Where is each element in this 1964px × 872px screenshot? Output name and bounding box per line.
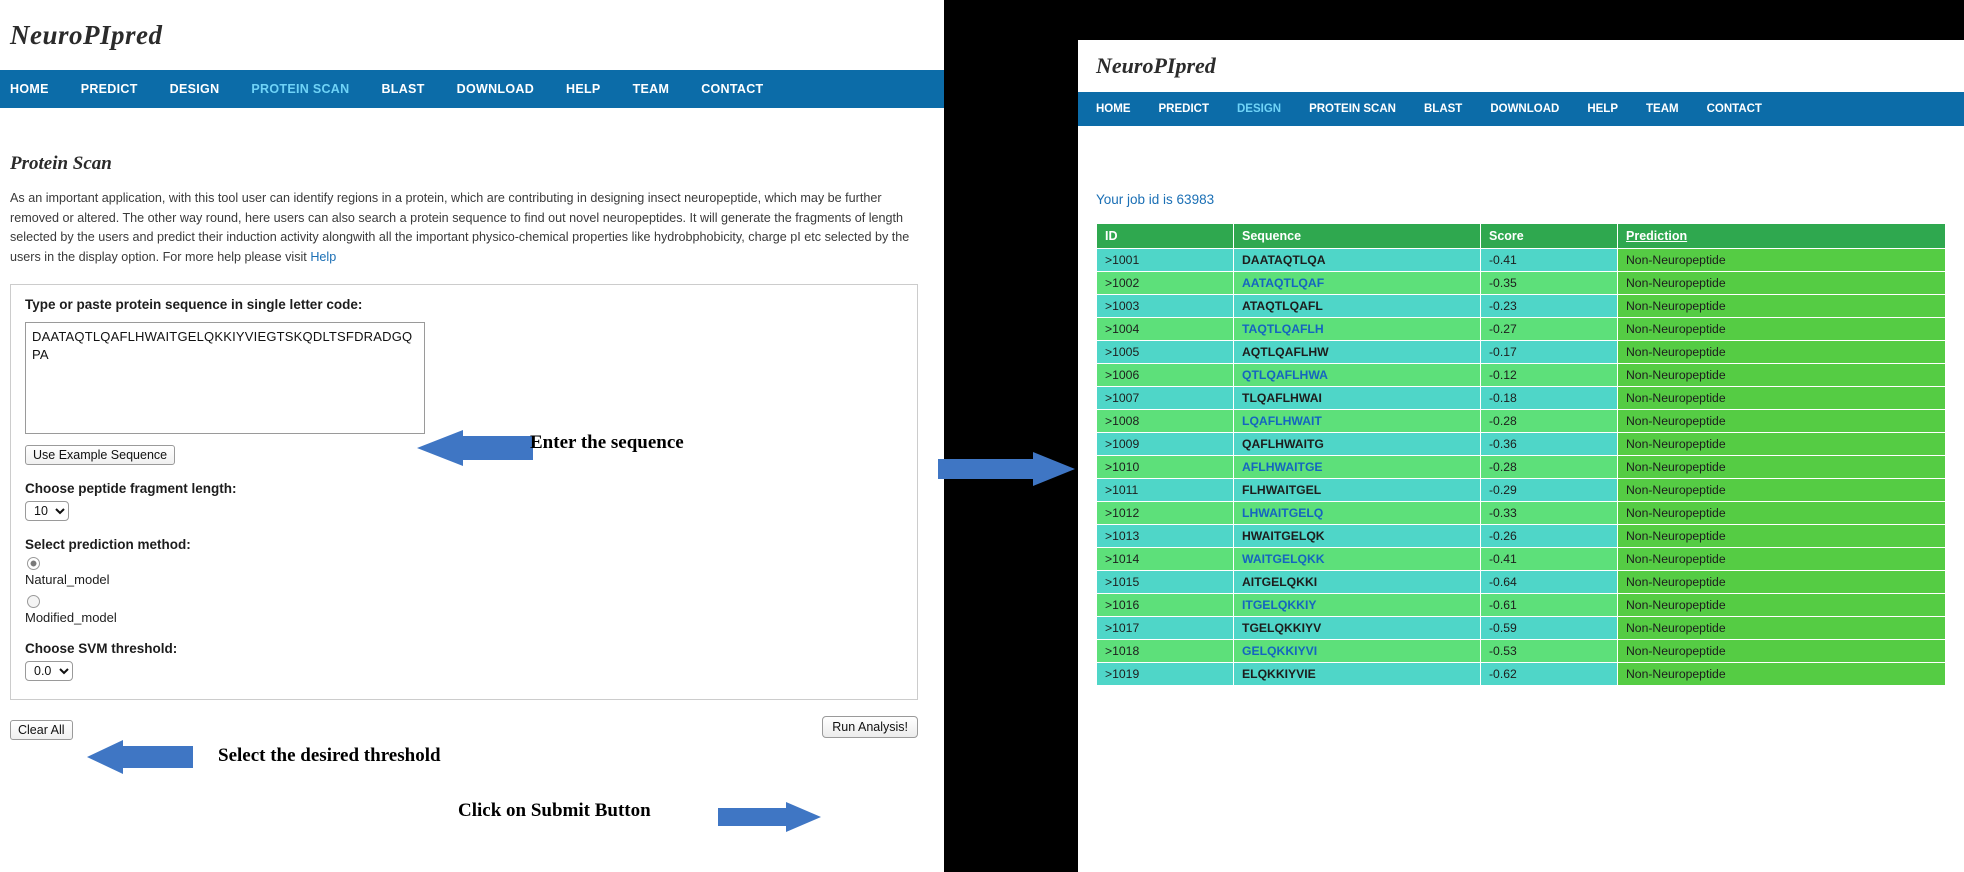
cell-id: >1006: [1097, 364, 1234, 387]
table-row: [1097, 410, 1946, 433]
cell-sequence: ATAQTLQAFL: [1234, 295, 1481, 318]
cell-sequence: DAATAQTLQA: [1234, 249, 1481, 272]
protein-scan-page: [0, 0, 944, 872]
cell-score: -0.23: [1481, 295, 1618, 318]
cell-score: -0.62: [1481, 663, 1618, 686]
cell-prediction: Non-Neuropeptide: [1618, 502, 1946, 525]
results-nav-item-team[interactable]: TEAM: [1646, 103, 1679, 115]
cell-sequence: TGELQKKIYV: [1234, 617, 1481, 640]
cell-score: -0.41: [1481, 249, 1618, 272]
nav-item-help[interactable]: HELP: [566, 82, 601, 96]
job-id-text: Your job id is 63983: [1096, 192, 1215, 207]
cell-score: -0.28: [1481, 456, 1618, 479]
column-header-id[interactable]: ID: [1097, 224, 1234, 249]
cell-score: -0.18: [1481, 387, 1618, 410]
cell-score: -0.53: [1481, 640, 1618, 663]
results-table: [1096, 223, 1946, 686]
table-row: [1097, 272, 1946, 295]
cell-id: >1014: [1097, 548, 1234, 571]
cell-score: -0.35: [1481, 272, 1618, 295]
cell-sequence: ITGELQKKIY: [1234, 594, 1481, 617]
cell-id: >1007: [1097, 387, 1234, 410]
cell-sequence: ELQKKIYVIE: [1234, 663, 1481, 686]
results-nav-item-protein-scan[interactable]: PROTEIN SCAN: [1309, 103, 1396, 115]
fragment-length-label: Choose peptide fragment length:: [25, 481, 237, 497]
cell-id: >1011: [1097, 479, 1234, 502]
results-nav-item-help[interactable]: HELP: [1587, 103, 1618, 115]
sequence-input-label: Type or paste protein sequence in single letter code:: [25, 297, 363, 313]
column-header-sequence[interactable]: Sequence: [1234, 224, 1481, 249]
cell-prediction: Non-Neuropeptide: [1618, 525, 1946, 548]
cell-score: -0.61: [1481, 594, 1618, 617]
page-description-text: As an important application, with this tool user can identify regions in a protein, which are contributing in designing insect neuropeptide, which may be further removed or altered. The other way round, here users can also search a protein sequence to find out novel neuropeptides. It will generate the fragments of length selected by the users and predict their induction activity alongwith all the important physico-chemical properties like hydrobphobicity, charge pI etc selected by the users in the display option. For more help please visit: [10, 191, 910, 264]
arrow-enter-sequence-icon: [415, 430, 535, 478]
table-row: [1097, 525, 1946, 548]
nav-item-download[interactable]: DOWNLOAD: [456, 82, 535, 96]
help-link[interactable]: Help: [310, 249, 337, 264]
cell-score: -0.26: [1481, 525, 1618, 548]
cell-sequence: QTLQAFLHWA: [1234, 364, 1481, 387]
table-row: [1097, 594, 1946, 617]
svm-threshold-label: Choose SVM threshold:: [25, 641, 178, 657]
cell-sequence: AFLHWAITGE: [1234, 456, 1481, 479]
cell-id: >1015: [1097, 571, 1234, 594]
cell-sequence: HWAITGELQK: [1234, 525, 1481, 548]
cell-id: >1001: [1097, 249, 1234, 272]
cell-sequence: AQTLQAFLHW: [1234, 341, 1481, 364]
run-analysis-button[interactable]: Run Analysis!: [822, 716, 918, 738]
method-option-modified-label: Modified_model: [25, 610, 117, 626]
cell-sequence: WAITGELQKK: [1234, 548, 1481, 571]
arrow-select-threshold-icon: [85, 740, 195, 780]
protein-scan-form: [10, 284, 918, 700]
cell-score: -0.17: [1481, 341, 1618, 364]
cell-score: -0.12: [1481, 364, 1618, 387]
table-row: [1097, 456, 1946, 479]
cell-prediction: Non-Neuropeptide: [1618, 571, 1946, 594]
svm-threshold-select[interactable]: [25, 661, 73, 681]
annotation-enter-sequence: Enter the sequence: [530, 432, 684, 453]
nav-item-home[interactable]: HOME: [10, 82, 49, 96]
results-nav-item-predict[interactable]: PREDICT: [1158, 103, 1209, 115]
cell-sequence: FLHWAITGEL: [1234, 479, 1481, 502]
cell-id: >1002: [1097, 272, 1234, 295]
table-row: [1097, 387, 1946, 410]
cell-id: >1019: [1097, 663, 1234, 686]
right-navbar: [1078, 92, 1964, 126]
radio-selected-icon[interactable]: [27, 557, 40, 570]
left-navbar: [0, 70, 944, 108]
cell-sequence: TAQTLQAFLH: [1234, 318, 1481, 341]
cell-prediction: Non-Neuropeptide: [1618, 318, 1946, 341]
table-header-row: [1097, 224, 1946, 249]
table-row: [1097, 640, 1946, 663]
table-row: [1097, 502, 1946, 525]
cell-score: -0.27: [1481, 318, 1618, 341]
cell-score: -0.41: [1481, 548, 1618, 571]
cell-prediction: Non-Neuropeptide: [1618, 640, 1946, 663]
prediction-method-label: Select prediction method:: [25, 537, 191, 553]
table-row: [1097, 364, 1946, 387]
cell-score: -0.29: [1481, 479, 1618, 502]
cell-id: >1017: [1097, 617, 1234, 640]
use-example-sequence-button[interactable]: Use Example Sequence: [25, 445, 175, 465]
nav-item-predict[interactable]: PREDICT: [80, 82, 138, 96]
cell-sequence: TLQAFLHWAI: [1234, 387, 1481, 410]
table-row: [1097, 617, 1946, 640]
table-row: [1097, 479, 1946, 502]
table-row: [1097, 318, 1946, 341]
cell-score: -0.36: [1481, 433, 1618, 456]
results-page: [1078, 40, 1964, 872]
cell-prediction: Non-Neuropeptide: [1618, 433, 1946, 456]
cell-score: -0.64: [1481, 571, 1618, 594]
table-row: [1097, 295, 1946, 318]
column-header-prediction[interactable]: Prediction: [1618, 224, 1946, 249]
cell-prediction: Non-Neuropeptide: [1618, 594, 1946, 617]
method-option-natural[interactable]: [25, 557, 903, 587]
results-nav-item-design[interactable]: DESIGN: [1236, 103, 1282, 115]
table-row: [1097, 433, 1946, 456]
results-site-logo-text: NeuroPIpred: [1096, 53, 1216, 78]
cell-prediction: Non-Neuropeptide: [1618, 456, 1946, 479]
cell-id: >1012: [1097, 502, 1234, 525]
cell-score: -0.59: [1481, 617, 1618, 640]
cell-prediction: Non-Neuropeptide: [1618, 479, 1946, 502]
cell-id: >1009: [1097, 433, 1234, 456]
cell-prediction: Non-Neuropeptide: [1618, 617, 1946, 640]
form-footer: [10, 714, 918, 740]
cell-id: >1018: [1097, 640, 1234, 663]
cell-prediction: Non-Neuropeptide: [1618, 663, 1946, 686]
cell-sequence: AATAQTLQAF: [1234, 272, 1481, 295]
results-nav-item-blast[interactable]: BLAST: [1423, 103, 1463, 115]
table-row: [1097, 571, 1946, 594]
arrow-click-submit-icon: [718, 800, 823, 834]
cell-id: >1008: [1097, 410, 1234, 433]
method-option-natural-label: Natural_model: [25, 572, 110, 588]
cell-sequence: GELQKKIYVI: [1234, 640, 1481, 663]
results-nav-item-home[interactable]: HOME: [1096, 103, 1131, 115]
cell-prediction: Non-Neuropeptide: [1618, 295, 1946, 318]
cell-sequence: LHWAITGELQ: [1234, 502, 1481, 525]
results-nav-item-download[interactable]: DOWNLOAD: [1490, 103, 1560, 115]
cell-sequence: QAFLHWAITG: [1234, 433, 1481, 456]
cell-id: >1005: [1097, 341, 1234, 364]
arrow-transition-icon: [938, 450, 1078, 490]
cell-prediction: Non-Neuropeptide: [1618, 249, 1946, 272]
annotation-click-submit: Click on Submit Button: [458, 800, 651, 821]
cell-id: >1004: [1097, 318, 1234, 341]
page-description: [10, 189, 928, 267]
column-header-score[interactable]: Score: [1481, 224, 1618, 249]
nav-item-blast[interactable]: BLAST: [381, 82, 425, 96]
cell-prediction: Non-Neuropeptide: [1618, 548, 1946, 571]
nav-item-design[interactable]: DESIGN: [169, 82, 220, 96]
sequence-input[interactable]: [25, 322, 425, 434]
cell-sequence: LQAFLHWAIT: [1234, 410, 1481, 433]
method-option-modified[interactable]: [25, 595, 903, 625]
clear-all-button[interactable]: Clear All: [10, 720, 73, 740]
cell-score: -0.28: [1481, 410, 1618, 433]
cell-prediction: Non-Neuropeptide: [1618, 272, 1946, 295]
left-brand-bar: [0, 0, 944, 70]
table-row: [1097, 663, 1946, 686]
page-title: Protein Scan: [10, 153, 112, 174]
cell-score: -0.33: [1481, 502, 1618, 525]
right-brand-bar: [1078, 40, 1964, 92]
site-logo-text: NeuroPIpred: [10, 19, 163, 50]
results-table-body: [1097, 249, 1946, 686]
cell-prediction: Non-Neuropeptide: [1618, 341, 1946, 364]
cell-prediction: Non-Neuropeptide: [1618, 387, 1946, 410]
nav-item-protein-scan[interactable]: PROTEIN SCAN: [251, 82, 350, 96]
nav-item-team[interactable]: TEAM: [632, 82, 670, 96]
cell-prediction: Non-Neuropeptide: [1618, 410, 1946, 433]
cell-id: >1003: [1097, 295, 1234, 318]
radio-unselected-icon[interactable]: [27, 595, 40, 608]
cell-id: >1013: [1097, 525, 1234, 548]
results-nav-item-contact[interactable]: CONTACT: [1706, 103, 1762, 115]
cell-id: >1016: [1097, 594, 1234, 617]
table-row: [1097, 249, 1946, 272]
table-row: [1097, 548, 1946, 571]
nav-item-contact[interactable]: CONTACT: [701, 82, 764, 96]
cell-prediction: Non-Neuropeptide: [1618, 364, 1946, 387]
cell-sequence: AITGELQKKI: [1234, 571, 1481, 594]
annotation-select-threshold: Select the desired threshold: [218, 745, 441, 766]
cell-id: >1010: [1097, 456, 1234, 479]
table-row: [1097, 341, 1946, 364]
fragment-length-select[interactable]: [25, 501, 69, 521]
